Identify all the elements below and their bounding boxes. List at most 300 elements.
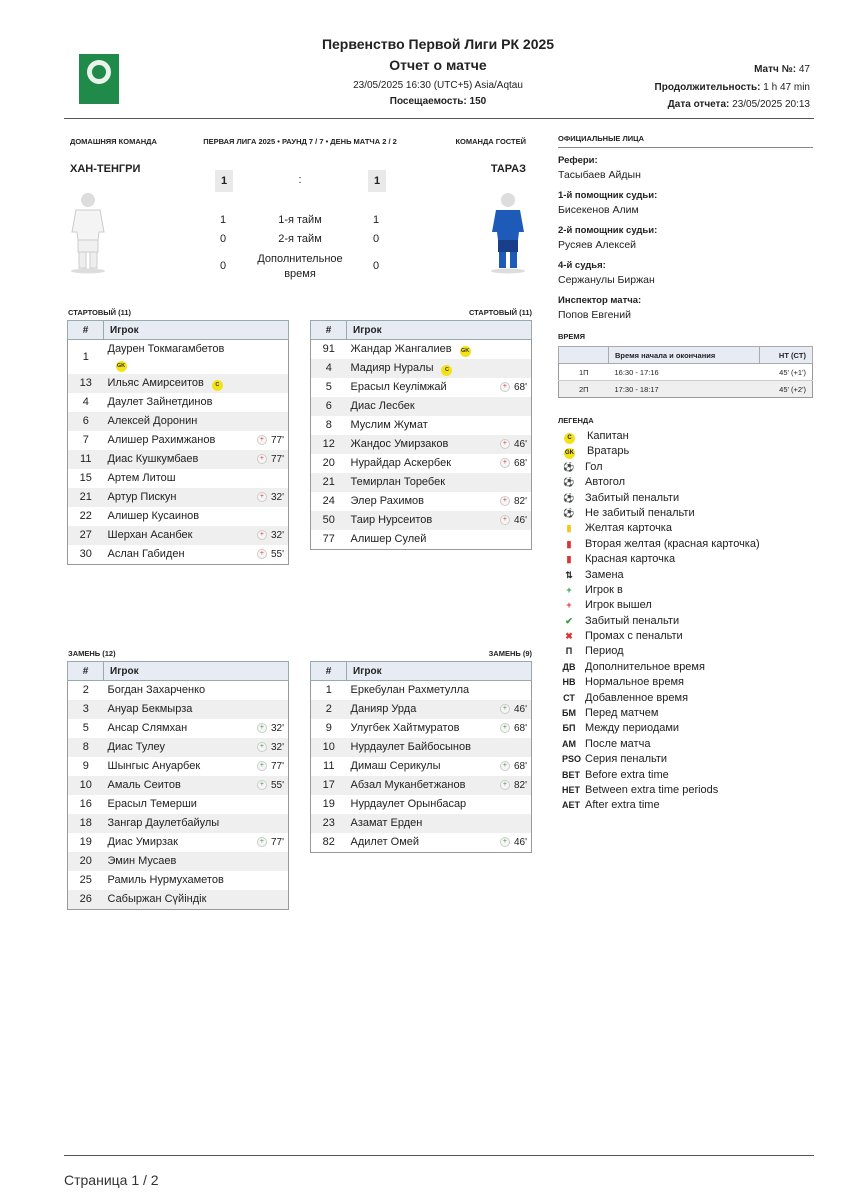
player-number: 20 [322,457,335,469]
official-item [558,295,657,321]
player-name: Элер Рахимов [350,495,425,507]
legend-symbol-icon: ✖ [565,631,573,642]
player-name: Жандар Жангалиев [350,343,452,355]
table-row [311,340,532,360]
player-number: 18 [68,814,104,833]
table-row [68,757,289,776]
player-number: 19 [322,798,335,810]
event-cell [484,833,532,853]
officials-title: ОФИЦИАЛЬНЫЕ ЛИЦА [558,134,645,143]
player-cell [104,871,241,890]
event-cell [241,507,289,526]
legend-symbol-icon: ⚽ [563,507,575,518]
event-minute: 46' [513,439,527,450]
event-cell [241,757,289,776]
player-in-icon: + [500,837,510,847]
away-label: КОМАНДА ГОСТЕЙ [455,137,526,146]
official-name: Сержанулы Биржан [558,274,655,286]
player-number: 20 [68,852,104,871]
player-cell [104,700,241,719]
player-name: Ансар Слямхан [107,722,188,734]
player-number: 27 [68,526,104,545]
event-minute: 46' [513,837,527,848]
player-cell [347,833,484,853]
home-sub-label: ЗАМЕНЬ (12) [68,649,116,658]
table-row [68,776,289,795]
player-number: 11 [68,450,104,469]
player-out-icon: + [500,439,510,449]
legend-symbol-icon: ⚽ [563,492,575,503]
event-cell [484,776,532,795]
legend-text: Игрок вышел [585,599,652,612]
player-name: Алексей Доронин [107,415,198,427]
event-cell [484,378,532,397]
legend-symbol-icon: ДВ [562,661,576,672]
legend-item [562,661,760,676]
legend-symbol-icon: BET [562,769,580,780]
officials-list [558,155,657,330]
player-number: 2 [82,684,89,696]
event-cell [484,416,532,435]
table-row [311,378,532,397]
event-minute: 82' [513,496,527,507]
legend-item [562,461,760,476]
table-row [311,530,532,550]
away-subs-table [310,661,532,853]
table-header-row [68,662,289,681]
official-role: 2-й помощник судьи: [558,225,658,236]
home-label: ДОМАШНЯЯ КОМАНДА [70,137,157,146]
player-number: 21 [311,473,347,492]
legend-symbol-icon: СТ [563,692,575,703]
officials-divider [558,147,813,148]
player-in-icon: + [500,780,510,790]
event-cell [241,833,289,852]
legend-text: Гол [585,460,603,473]
legend-text: Не забитый пенальти [585,506,695,519]
player-number: 16 [79,798,92,810]
time-row-ht: 45' (+1') [759,364,812,381]
player-name: Таир Нурсеитов [350,514,433,526]
table-row [68,488,289,507]
legend-item [562,799,760,814]
player-name: Жандос Умирзаков [350,438,449,450]
legend-text: Вторая желтая (красная карточка) [585,537,760,550]
report-title: Первенство Первой Лиги РК 2025 [321,36,555,52]
home-team-name: ХАН-ТЕНГРИ [70,163,141,175]
legend-item [562,538,760,553]
player-out-icon: + [257,530,267,540]
player-number: 12 [311,435,347,454]
player-cell [104,526,241,545]
player-name: Азамат Ерден [350,817,423,829]
player-number: 5 [82,722,89,734]
event-cell [241,431,289,450]
time-col-range: Время начала и окончания [609,347,760,364]
player-name: Диас Лесбек [350,400,415,412]
legend-text: После матча [585,737,651,750]
event-cell [241,469,289,488]
event-cell [484,473,532,492]
player-number: 11 [323,760,335,772]
player-out-icon: + [500,382,510,392]
player-out-icon: + [257,454,267,464]
player-cell [104,488,241,507]
legend-item [562,569,760,584]
legend-symbol-icon: GK [564,448,575,459]
time-row-period: 2П [559,381,609,398]
table-row [68,374,289,393]
captain-badge: C [441,365,452,376]
player-name: Артур Пискун [107,491,177,503]
player-name: Алишер Сулей [350,533,427,545]
legend-symbol-icon: ▮ [566,554,572,565]
page-number: Страница 1 / 2 [64,1172,159,1188]
legend-symbol-icon: БМ [562,708,576,719]
official-name: Бисекенов Алим [558,204,639,216]
player-cell [347,511,484,530]
player-name: Ерасыл Темерши [107,798,197,810]
event-cell [484,795,532,814]
event-minute: 68' [513,761,527,772]
player-name: Темирлан Торебек [350,476,446,488]
legend-text: Дополнительное время [585,660,705,673]
player-cell [104,833,241,852]
player-cell [104,469,241,488]
legend-text: Нормальное время [585,676,684,689]
table-row [68,890,289,910]
period-1-home: 1 [219,214,227,226]
official-item [558,155,657,181]
player-name: Даурен Токмагамбетов [107,343,225,355]
legend-item [562,707,760,722]
event-cell [241,814,289,833]
player-name: Артем Литош [107,472,176,484]
player-cell [347,416,484,435]
player-out-icon: + [257,492,267,502]
event-minute: 32' [270,723,284,734]
player-number: 1 [82,350,89,363]
player-cell [104,450,241,469]
official-item [558,190,657,216]
period-et-home: 0 [219,260,227,272]
legend-symbol-icon: НВ [562,677,576,688]
table-row [68,700,289,719]
col-player: Игрок [104,662,289,681]
time-table [558,346,813,398]
time-title: ВРЕМЯ [558,332,586,341]
footer-divider [64,1155,814,1156]
time-row-ht: 45' (+2') [759,381,812,398]
player-number: 15 [79,472,92,484]
legend-text: Between extra time periods [585,783,719,796]
table-row [311,473,532,492]
player-number: 6 [311,397,347,416]
player-name: Улугбек Хайтмуратов [350,722,460,734]
player-name: Еркебулан Рахметулла [350,684,470,696]
table-row [68,340,289,375]
table-row [68,526,289,545]
event-cell [241,681,289,701]
player-cell [347,530,484,550]
legend-symbol-icon: AET [562,800,580,811]
legend-list [562,430,760,815]
player-cell [347,814,484,833]
table-row [311,681,532,701]
player-cell [347,776,484,795]
legend-symbol-icon: ▮ [566,538,572,549]
time-col-period [559,347,609,364]
player-cell [347,435,484,454]
table-row [311,359,532,378]
table-row [311,814,532,833]
official-name: Попов Евгений [558,309,631,321]
player-cell [347,378,484,397]
player-name: Нурдаулет Орынбасар [350,798,467,810]
player-name: Димаш Серикулы [350,760,441,772]
match-duration: Продолжительность: 1 h 47 min [654,82,810,93]
col-number: # [311,662,347,681]
player-name: Сабыржан Сүйіндік [107,893,207,905]
player-cell [104,852,241,871]
player-number: 50 [311,511,347,530]
legend-title: ЛЕГЕНДА [558,416,594,425]
event-cell [241,738,289,757]
player-in-icon: + [257,723,267,733]
player-cell [104,890,241,910]
player-out-icon: + [500,458,510,468]
table-row [311,757,532,776]
legend-symbol-icon: АМ [562,738,576,749]
player-number: 3 [68,700,104,719]
legend-item [562,630,760,645]
player-name: Алишер Рахимжанов [107,434,216,446]
table-row [68,412,289,431]
event-cell [484,719,532,738]
table-header-row [311,662,532,681]
event-cell [241,412,289,431]
col-player: Игрок [104,321,289,340]
player-name: Богдан Захарченко [107,684,206,696]
legend-text: Автогол [585,476,626,489]
report-date: Дата отчета: 23/05/2025 20:13 [667,99,810,110]
player-number: 1 [325,684,332,696]
player-in-icon: + [257,837,267,847]
player-number: 10 [68,776,104,795]
event-minute: 46' [513,704,527,715]
player-cell [104,738,241,757]
table-row [311,719,532,738]
event-cell [241,340,289,375]
player-cell [347,700,484,719]
official-role: Инспектор матча: [558,295,642,306]
event-cell [484,700,532,719]
player-number: 13 [68,374,104,393]
player-cell [347,492,484,511]
player-number: 8 [325,419,332,431]
table-row [311,795,532,814]
player-cell [104,681,241,701]
player-cell [347,681,484,701]
table-row [311,454,532,473]
player-number: 22 [79,510,92,522]
table-row [68,814,289,833]
player-out-icon: + [500,515,510,525]
player-number: 82 [322,836,335,848]
table-row [311,776,532,795]
player-number: 4 [82,396,89,408]
report-subtitle: Отчет о матче [389,57,487,73]
legend-symbol-icon: ⚽ [563,461,575,472]
away-score: 1 [368,170,386,192]
legend-symbol-icon: ✔ [565,615,573,626]
player-cell [347,473,484,492]
player-number: 91 [322,343,335,355]
table-row [68,431,289,450]
player-number: 5 [325,381,332,393]
player-name: Даулет Зайнетдинов [107,396,213,408]
official-name: Русяев Алексей [558,239,637,251]
event-cell [241,700,289,719]
player-number: 9 [325,722,332,734]
player-number: 17 [311,776,347,795]
player-cell [104,795,241,814]
home-subs-table [67,661,289,910]
player-number: 6 [68,412,104,431]
table-row [68,681,289,701]
legend-symbol-icon: C [564,433,575,444]
legend-item [562,769,760,784]
event-cell [241,526,289,545]
player-in-icon: + [257,742,267,752]
player-in-icon: + [257,780,267,790]
away-team-name: ТАРАЗ [490,163,526,175]
event-cell [484,340,532,360]
table-row [68,545,289,565]
legend-text: Before extra time [585,768,669,781]
legend-text: Между периодами [585,722,680,735]
table-header-row [311,321,532,340]
legend-symbol-icon: + [566,584,572,595]
event-cell [484,738,532,757]
table-row [68,719,289,738]
player-number: 2 [311,700,347,719]
event-cell [241,719,289,738]
player-cell [347,719,484,738]
event-cell [241,795,289,814]
col-number: # [68,321,104,340]
match-number: Матч №: 47 [754,64,810,75]
event-minute: 55' [270,549,284,560]
legend-item [562,676,760,691]
event-cell [241,450,289,469]
event-minute: 77' [270,761,284,772]
table-row [311,397,532,416]
legend-item [562,645,760,660]
official-name: Тасыбаев Айдын [558,169,641,181]
legend-item [562,784,760,799]
player-name: Алишер Кусаинов [107,510,200,522]
legend-item [562,553,760,568]
event-cell [484,359,532,378]
event-minute: 32' [270,742,284,753]
period-2-home: 0 [219,233,227,245]
legend-item [562,522,760,537]
event-cell [484,681,532,701]
table-row [311,738,532,757]
table-row [68,507,289,526]
event-minute: 32' [270,530,284,541]
player-name: Нурдаулет Байбосынов [350,741,471,753]
player-name: Диас Умирзак [107,836,178,848]
legend-text: Забитый пенальти [585,614,680,627]
legend-item [562,584,760,599]
player-name: Шынгыс Ануарбек [107,760,201,772]
player-cell [347,795,484,814]
player-name: Абзал Муканбетжанов [350,779,466,791]
player-cell [347,359,484,378]
player-name: Эмин Мусаев [107,855,177,867]
table-row [68,871,289,890]
official-role: 1-й помощник судьи: [558,190,658,201]
player-number: 8 [68,738,104,757]
table-row [68,833,289,852]
table-row [68,450,289,469]
legend-item [562,492,760,507]
attendance: Посещаемость: 150 [389,96,487,107]
event-minute: 55' [270,780,284,791]
event-cell [241,852,289,871]
legend-text: Вратарь [587,445,630,458]
legend-text: Добавленное время [585,691,689,704]
legend-item [562,753,760,768]
home-starting-table [67,320,289,565]
period-2-away: 0 [372,233,380,245]
table-row [68,795,289,814]
score-separator: : [298,174,302,186]
legend-text: Период [585,645,624,658]
legend-text: Забитый пенальти [585,491,680,504]
official-role: Рефери: [558,155,598,166]
player-number: 4 [311,359,347,378]
player-name: Диас Тулеу [107,741,166,753]
player-number: 24 [322,495,335,507]
legend-text: Серия пенальти [585,753,668,766]
official-role: 4-й судья: [558,260,606,271]
legend-text: Игрок в [585,583,623,596]
player-cell [104,776,241,795]
legend-symbol-icon: БП [562,723,576,734]
legend-item [562,445,760,460]
player-number: 25 [79,874,92,886]
legend-symbol-icon: ⇅ [565,569,573,580]
player-cell [104,814,241,833]
table-row [311,492,532,511]
player-name: Диас Кушкумбаев [107,453,199,465]
player-name: Мадияр Нуралы [350,362,434,374]
player-cell [104,393,241,412]
player-number: 10 [311,738,347,757]
event-cell [484,397,532,416]
competition-label: ПЕРВАЯ ЛИГА 2025 • РАУНД 7 / 7 • ДЕНЬ МАТЧА 2 / 2 [203,137,397,146]
player-name: Нурайдар Аскербек [350,457,452,469]
col-number: # [68,662,104,681]
legend-symbol-icon: П [565,646,573,657]
away-kit-icon [488,190,528,279]
player-number: 21 [68,488,104,507]
event-cell [484,814,532,833]
player-name: Ерасыл Кеулімжай [350,381,447,393]
